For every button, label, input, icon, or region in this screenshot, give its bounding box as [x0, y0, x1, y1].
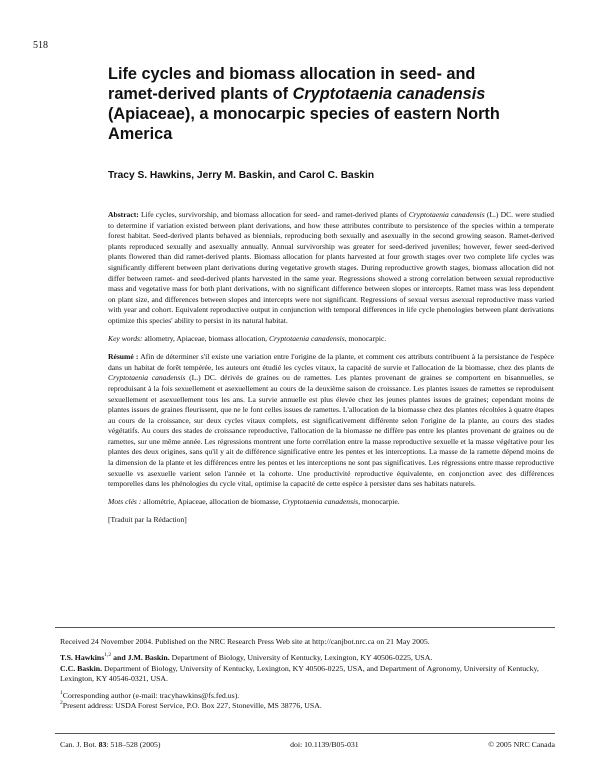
article-title [108, 64, 568, 144]
author-list: Tracy S. Hawkins, Jerry M. Baskin, and Carol C. Baskin [108, 170, 375, 181]
footer-divider [55, 627, 555, 628]
footnote-2 [60, 701, 555, 711]
affiliation-1-text: Department of Biology, University of Kentucky, Lexington, KY 40506-0225, USA. [169, 653, 433, 663]
received-line: Received 24 November 2004. Published on the NRC Research Press Web site at http://canjbot.nrc.ca on 21 May 2005. [60, 637, 430, 646]
footnote-2-sup: 2 [60, 700, 63, 707]
keywords-text-1: allometry, Apiaceae, biomass allocation, [142, 333, 269, 343]
title-line-2-prefix: ramet-derived plants of [108, 85, 293, 103]
mots-cles-label: Mots clés : [108, 496, 142, 506]
affiliation-2 [60, 664, 555, 685]
title-line-3: (Apiaceae), a monocarpic species of eastern North [108, 105, 500, 123]
journal-copyright: © 2005 NRC Canada [488, 740, 555, 749]
footnote-1-text: Corresponding author (e-mail: tracyhawkins@fs.fed.us). [62, 690, 240, 700]
footnote-2-text: Present address: USDA Forest Service, P.O. Box 227, Stoneville, MS 38776, USA. [62, 701, 322, 711]
resume-species: Cryptotaenia canadensis [108, 373, 186, 383]
footnote-1-sup: 1 [60, 689, 63, 696]
abstract-text-2: (L.) DC. were studied to determine if variation existed between plant derivations, and how these attributes contribute to persistence of the species within a temperate forest habitat. Seed-derived plants behaved as biennials, reproducing both sexually and asexually in the second growing season. Ramet-derived plants reproduced sexually and asexually annually. Annual survivorship was greater for seed-derived juveniles; however, fewer seed-derived plants flowered than did ramet-derived plants. Biomass allocation for plants harvested at four growth stages over two complete life cycles was significantly different between plant derivations during vegetative growth stages. During reproductive growth stages, biomass allocation did not differ between ramet- and seed-derived plants harvested in the same year. Regressions showed a strong correlation between sexual reproductive mass and vegetative mass for both plant derivations, with no significant difference between slopes or intercepts. Ramet mass was less dependent on plant size, and differences between slopes and intercepts were not significant. Regressions of sexual versus asexual reproductive mass varied with year and cohort. Equivalent reproductive output in conjunction with temporal differences in life cycle phenologies between plant derivations optimize this species' ability to persist in its natural habitat. [108, 210, 555, 325]
abstract-section [108, 210, 554, 526]
abstract-label: Abstract: [108, 210, 139, 219]
abstract-paragraph [108, 210, 554, 327]
mots-cles-paragraph [108, 497, 554, 508]
journal-citation [60, 740, 161, 749]
affiliation-1-name-b: and J.M. Baskin. [111, 653, 170, 663]
citation-volume: 83 [98, 740, 107, 749]
mots-cles-species: Cryptotaenia canadensis [282, 496, 359, 506]
page-number: 518 [33, 40, 48, 51]
title-line-1: Life cycles and biomass allocation in seed- and [108, 65, 476, 83]
title-species: Cryptotaenia canadensis [292, 85, 486, 103]
title-line-4: America [108, 125, 173, 143]
footnote-1 [60, 691, 555, 701]
journal-doi: doi: 10.1139/B05-031 [290, 740, 359, 749]
citation-journal: Can. J. Bot. [60, 740, 99, 749]
resume-text-1: Afin de déterminer s'il existe une variation entre l'origine de la plante, et comment ces attributs contribuent à la persistance de l'espèce dans un habitat de forêt tempérée, les auteurs ont étudié les cycles vitaux, la capacité de survie et l'allocation de la biomasse, chez des plants de [108, 352, 554, 372]
mots-cles-text-2: , monocarpie. [358, 496, 400, 506]
resume-text-2: (L.) DC. dérivés de graines ou de ramettes. Les plantes provenant de graines se comportent en bisannuelles, se reproduisant à la fois sexuellement et asexuellement au cours de la deuxième saison de croissance. Les plantes issues de ramettes se reproduisent sexuellement et asexuellement tous les ans. La survie annuelle est plus élevée chez les jeunes plantes issues de graines; cependant moins de plantes issues de graines fleurissent, que ne le font celles issues de ramettes. L'allocation de la biomasse chez des plantes récoltées à quatre étapes au cours de la croissance, sur deux cycles vitaux complets, est significativement différente selon l'origine de la plante, au cours des stades végétatifs. Au cours des stades de croissance reproductive, l'allocation de la biomasse ne diffère pas entre les plantes provenant de graines ou de ramettes, sur une même année. Les régressions montrent une forte corrélation entre la masse reproductive sexuelle et la masse végétative pour les plantes des deux origines, sans qu'il y ait de différence significative entre les pentes et les interceptions. La masse de la ramette dépend moins de la dimension de la plante et les différences entre les pentes et les interceptions ne sont pas significatives. Les régressions entre masse reproductive sexuelle vs asexuelle varient selon l'année et la cohorte. Une productivité reproductive équivalente, en conjonction avec des différences temporelles dans les phénologies du cycle vital, optimise la capacité de cette espèce à persister dans ses habitats naturels. [108, 373, 554, 489]
affiliation-1-name-a: T.S. Hawkins [60, 653, 105, 663]
affiliation-2-name: C.C. Baskin. [60, 663, 103, 673]
affiliation-2-text: Department of Biology, University of Kentucky, Lexington, KY 40506-0225, USA, and Department of Agronomy, University of Kentucky, Lexington, KY 40546-0321, USA. [60, 663, 539, 684]
keywords-species: Cryptotaenia canadensis [268, 333, 345, 343]
affiliation-1-sup: 1,2 [104, 652, 112, 659]
affiliation-1 [60, 653, 555, 663]
translation-note: [Traduit par la Rédaction] [108, 515, 187, 525]
keywords-paragraph [108, 334, 554, 345]
citation-pages: : 518–528 (2005) [106, 740, 161, 749]
abstract-species: Cryptotaenia canadensis [408, 210, 485, 219]
keywords-label: Key words: [108, 333, 143, 343]
resume-paragraph [108, 352, 554, 490]
journal-info [60, 740, 555, 749]
journal-divider [55, 733, 555, 734]
mots-cles-text-1: allométrie, Apiaceae, allocation de biomasse, [141, 496, 283, 506]
article-footnotes [60, 637, 555, 711]
keywords-text-2: , monocarpic. [344, 333, 387, 343]
resume-label: Résumé : [108, 352, 139, 362]
abstract-text-1: Life cycles, survivorship, and biomass allocation for seed- and ramet-derived plants of [138, 210, 409, 219]
